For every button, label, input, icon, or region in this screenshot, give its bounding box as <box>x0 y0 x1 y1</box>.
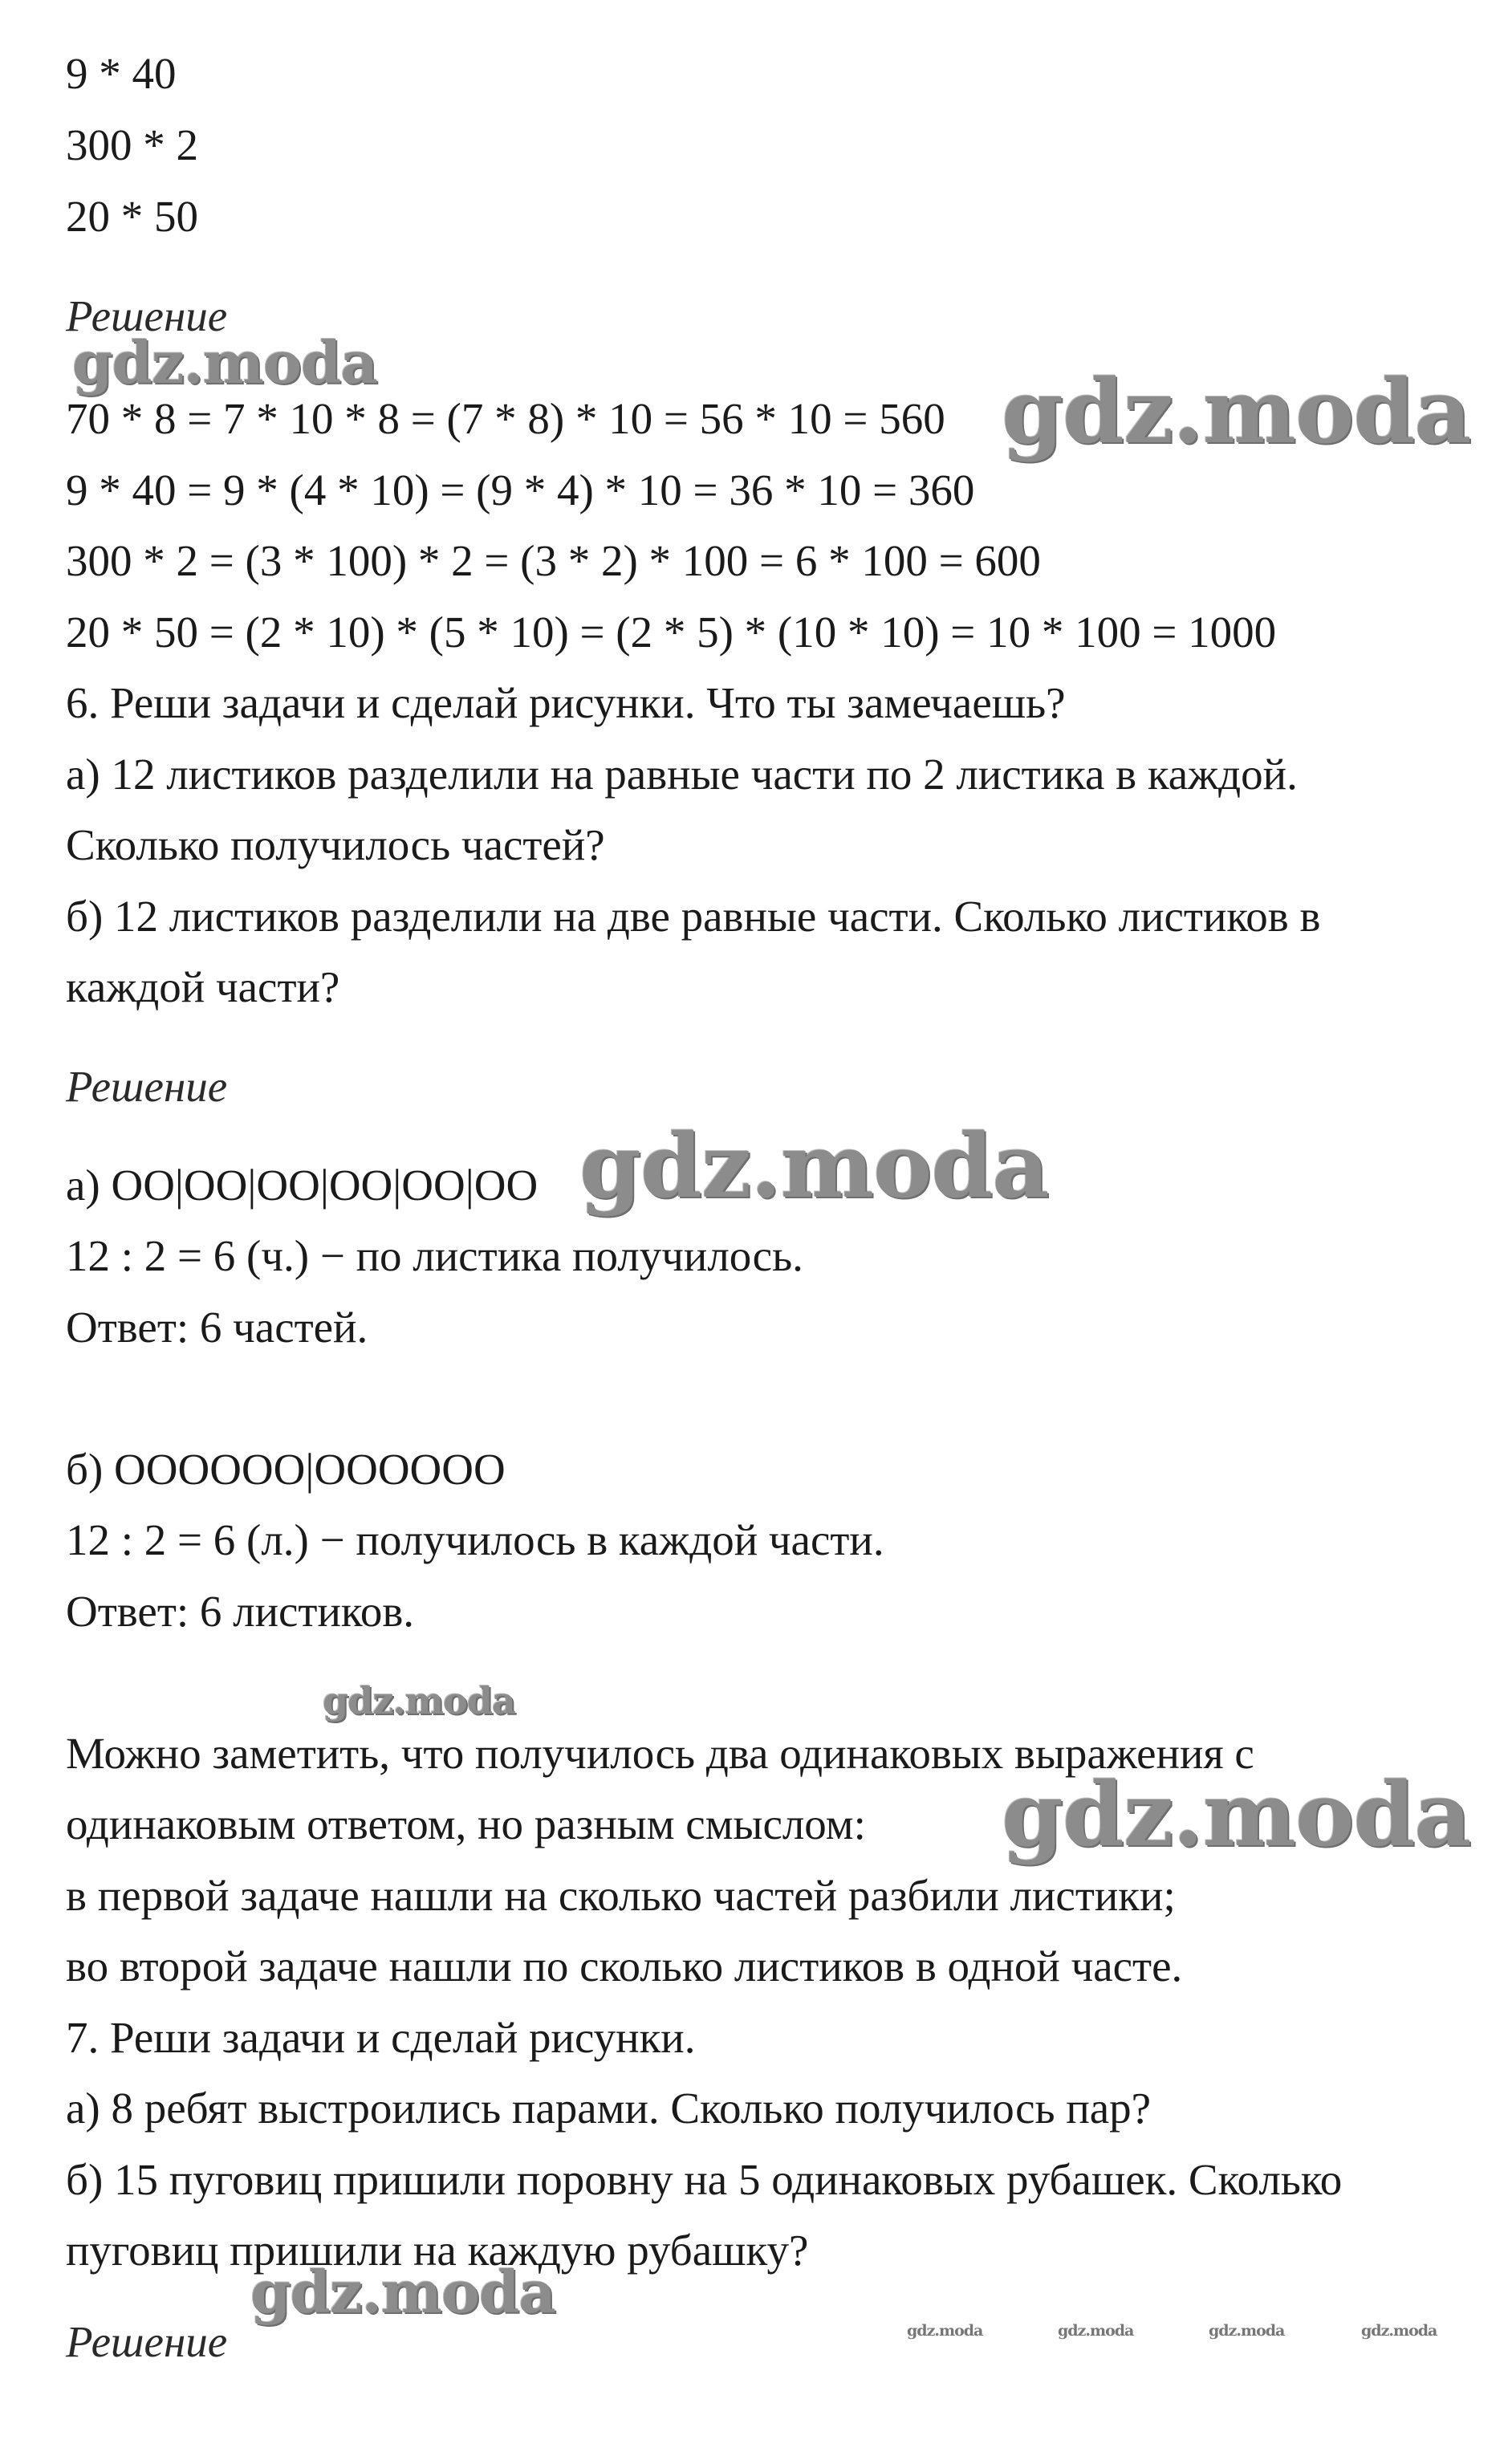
watermark-logo: gdz.moda <box>1361 2322 1437 2340</box>
expression-line: 20 * 50 <box>66 192 198 241</box>
watermark-logo: gdz.moda <box>907 2322 983 2340</box>
task-6a-text: Сколько получилось частей? <box>66 820 605 869</box>
note-line: одинаковым ответом, но разным смыслом: <box>66 1799 866 1848</box>
solution-line: 9 * 40 = 9 * (4 * 10) = (9 * 4) * 10 = 36 * 10 = 360 <box>66 466 975 514</box>
expression-line: 9 * 40 <box>66 49 177 98</box>
task-7b-text: пуговиц пришили на каждую рубашку? <box>66 2226 809 2275</box>
answer-a-calculation: 12 : 2 = 6 (ч.) − по листика получилось. <box>66 1231 803 1280</box>
answer-b-calculation: 12 : 2 = 6 (л.) − получилось в каждой части. <box>66 1515 884 1564</box>
task-7-title: 7. Реши задачи и сделай рисунки. <box>66 2013 696 2062</box>
task-6b-text: б) 12 листиков разделили на две равные части. Сколько листиков в <box>66 892 1321 941</box>
solution-line: 70 * 8 = 7 * 10 * 8 = (7 * 8) * 10 = 56 * 10 = 560 <box>66 394 945 443</box>
solution-heading: Решение <box>66 2317 228 2366</box>
answer-a-drawing: а) ОО|ОО|ОО|ОО|ОО|ОО <box>66 1161 539 1210</box>
solution-heading: Решение <box>66 291 228 340</box>
answer-b-result: Ответ: 6 листиков. <box>66 1587 415 1636</box>
note-line: в первой задаче нашли на сколько частей разбили листики; <box>66 1871 1176 1920</box>
task-7a-text: а) 8 ребят выстроились парами. Сколько получилось пар? <box>66 2084 1152 2133</box>
watermark-logo: gdz.moda <box>323 1679 515 1722</box>
watermark-logo: gdz.moda <box>1058 2322 1134 2340</box>
task-6-title: 6. Реши задачи и сделай рисунки. Что ты замечаешь? <box>66 678 1066 727</box>
expression-line: 300 * 2 <box>66 120 198 169</box>
watermark-logo: gdz.moda <box>1209 2322 1285 2340</box>
watermark-logo: gdz.moda <box>250 2258 555 2326</box>
watermark-logo: gdz.moda <box>579 1114 1049 1218</box>
note-line: во второй задаче нашли по сколько листиков в одной часте. <box>66 1942 1183 1990</box>
watermark-logo: gdz.moda <box>72 328 377 396</box>
task-7b-text: б) 15 пуговиц пришили поровну на 5 одинаковых рубашек. Сколько <box>66 2155 1343 2204</box>
solution-line: 300 * 2 = (3 * 100) * 2 = (3 * 2) * 100 = 6 * 100 = 600 <box>66 536 1041 585</box>
task-6b-text: каждой части? <box>66 962 340 1011</box>
answer-a-result: Ответ: 6 частей. <box>66 1303 368 1352</box>
watermark-logo: gdz.moda <box>1002 360 1471 463</box>
task-6a-text: а) 12 листиков разделили на равные части по 2 листика в каждой. <box>66 750 1298 799</box>
solution-heading: Решение <box>66 1062 228 1111</box>
answer-b-drawing: б) ОООООО|ОООООО <box>66 1445 506 1494</box>
watermark-logo: gdz.moda <box>1002 1763 1471 1866</box>
note-line: Можно заметить, что получилось два одинаковых выражения с <box>66 1729 1254 1778</box>
solution-line: 20 * 50 = (2 * 10) * (5 * 10) = (2 * 5) * (10 * 10) = 10 * 100 = 1000 <box>66 608 1277 657</box>
